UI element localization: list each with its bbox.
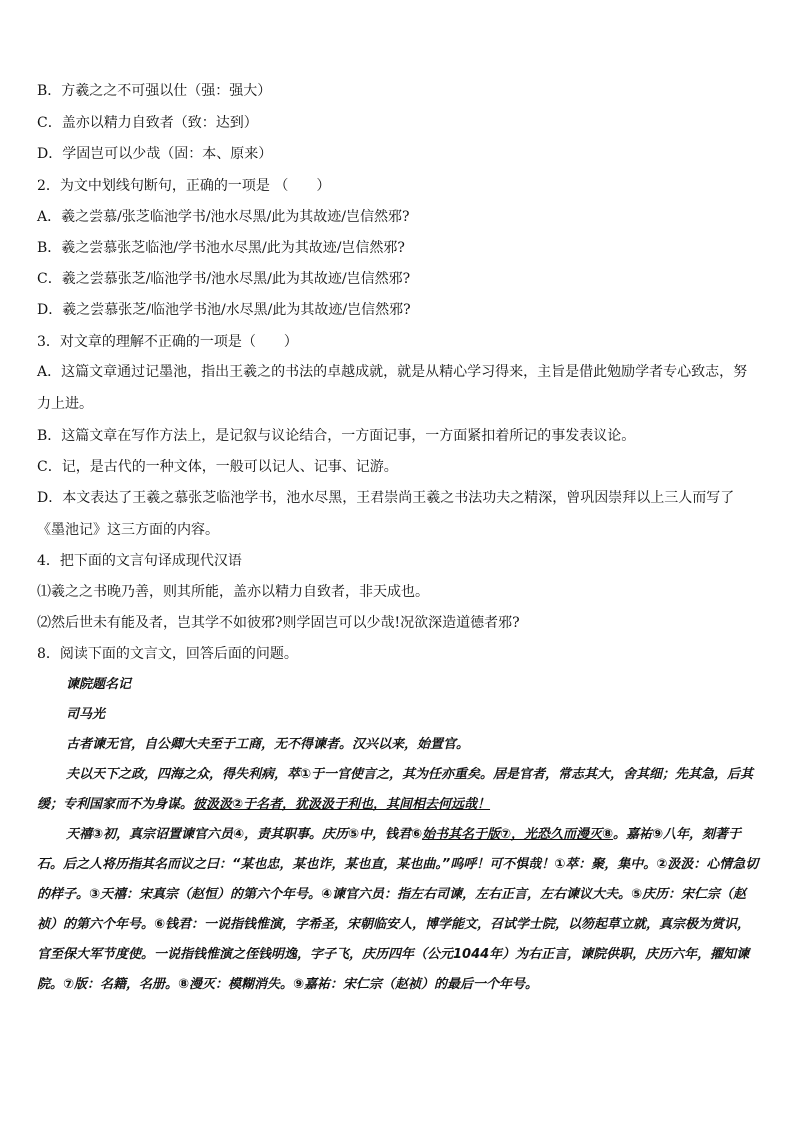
question-4: 4．把下面的文言句译成现代汉语	[37, 553, 242, 569]
question-3-option-b: B．这篇文章在写作方法上，是记叙与议论结合，一方面记事，一方面紧扣着所记的事发表议论。	[37, 428, 636, 444]
passage-author: 司马光	[66, 707, 106, 722]
passage-paragraph-3	[37, 820, 759, 1000]
option-b: B．方羲之之不可强以仕（强：强大）	[37, 83, 272, 99]
question-4-sentence-1: ⑴羲之之书晚乃善，则其所能，盖亦以精力自致者，非天成也。	[37, 584, 429, 600]
passage-p3-notes: 。嘉祐⑨八年，刻著于石。后之人将历指其名而议之曰：“某也忠，某也诈，某也直，某也曲。”呜呼！可不惧哉！①萃：聚，集中。②汲汲：心情急切的样子。③天禧：宋真宗（赵恒）的第六个年号。④谏官六员：指左右司谏，左右正言，左右谏议大夫。⑤庆历：宋仁宗（赵祯）的第六个年号。⑥钱君：一说指钱惟演，字希圣，宋朝临安人，博学能文，召试学士院，以笏起草立就，真宗极为赏识，官至保大军节度使。一说指钱惟演之侄钱明逸，字子飞，庆历四年（公元1044年）为右正言，谏院供职，庆历六年，擢知谏院。⑦版：名籍，名册。⑧漫灭：模糊消失。⑨嘉祐：宋仁宗（赵祯）的最后一个年号。	[37, 827, 759, 992]
question-2-option-c: C．羲之尝慕张芝/临池学书/池水尽黑/此为其故迹/岂信然邪?	[37, 271, 411, 287]
question-2-option-b: B．羲之尝慕张芝临池/学书池水尽黑/此为其故迹/岂信然邪?	[37, 240, 405, 256]
underlined-sentence: 彼汲汲②于名者，犹汲汲于利也，其间相去何远哉！	[193, 797, 491, 812]
question-3-option-a: A．这篇文章通过记墨池，指出王羲之的书法的卓越成就，就是从精心学习得来，主旨是借此勉励学者专心致志，努力上进。	[37, 364, 748, 412]
question-8: 8．阅读下面的文言文，回答后面的问题。	[37, 646, 298, 662]
question-2: 2．为文中划线句断句，正确的一项是 （ ）	[37, 178, 331, 194]
question-3: 3．对文章的理解不正确的一项是（ ）	[37, 334, 298, 350]
passage-p2-text: 夫以天下之政，四海之众，得失利病，萃①于一官使言之，其为任亦重矣。居是官者，常志其大，舍其细；先其急，后其缓；专利国家而不为身谋。	[37, 767, 754, 812]
question-3-option-c: C．记，是古代的一种文体，一般可以记人、记事、记游。	[37, 459, 398, 475]
passage-title: 谏院题名记	[66, 677, 132, 692]
passage-p3-start: 天禧③初，真宗诏置谏官六员④，责其职事。庆历⑤中，钱君⑥	[66, 827, 423, 842]
question-2-option-a: A．羲之尝慕/张芝临池学书/池水尽黑/此为其故迹/岂信然邪?	[37, 209, 410, 225]
passage-paragraph-2	[37, 760, 759, 820]
passage	[37, 670, 759, 1000]
question-4-sentence-2: ⑵然后世未有能及者，岂其学不如彼邪?则学固岂可以少哉!况欲深造道德者邪?	[37, 615, 520, 631]
option-c: C．盖亦以精力自致者（致：达到）	[37, 115, 258, 131]
question-3-option-d: D．本文表达了王羲之慕张芝临池学书，池水尽黑，王君崇尚王羲之书法功夫之精深，曾巩因崇拜以上三人而写了《墨池记》这三方面的内容。	[37, 490, 735, 538]
underlined-phrase: 始书其名于版⑦，光恐久而漫灭⑧	[422, 827, 614, 842]
question-2-option-d: D．羲之尝慕张芝/临池学书池/水尽黑/此为其故迹/岂信然邪?	[37, 302, 411, 318]
passage-paragraph-1: 古者谏无官，自公卿大夫至于工商，无不得谏者。汉兴以来，始置官。	[66, 737, 470, 752]
option-d: D．学固岂可以少哉（固：本、原来）	[37, 146, 273, 162]
